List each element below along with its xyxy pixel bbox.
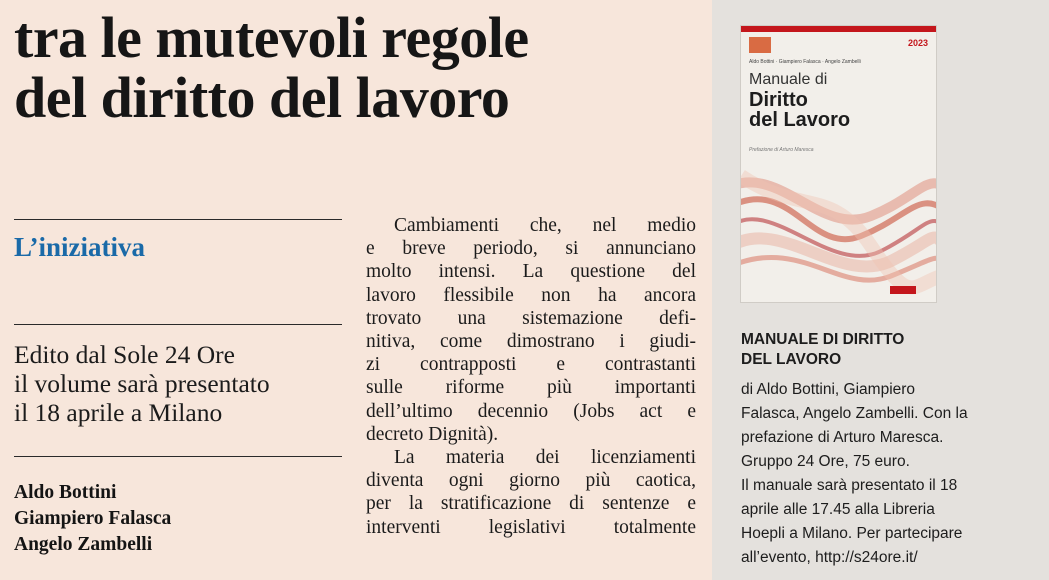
body-line: diventa ogni giorno più caotica, [366,470,696,492]
cover-title-line: del Lavoro [749,109,851,131]
headline-line: tra le mutevoli regole [14,5,529,70]
body-line: trovato una sistemazione defi- [366,307,696,329]
summary-line: Edito dal Sole 24 Ore [14,340,235,369]
caption-line: di Aldo Bottini, Giampiero [741,381,916,398]
caption-line: Hoepli a Milano. Per partecipare [741,525,963,542]
article-summary [14,340,344,427]
summary-line: il 18 aprile a Milano [14,398,223,427]
cover-preface: Prefazione di Arturo Maresca [749,147,814,153]
caption-line: Il manuale sarà presentato il 18 [741,477,958,494]
headline [14,0,704,128]
body-line: Cambiamenti che, nel medio [394,215,696,236]
body-line: per la stratificazione di sentenze e [366,493,696,515]
cover-top-bar [741,26,936,32]
caption-link-line[interactable]: all’evento, http://s24ore.it/ [741,549,918,566]
divider [14,219,342,220]
caption-title-line: MANUALE DI DIRITTO [741,331,905,348]
caption-line: aprile alle 17.45 alla Libreria [741,501,935,518]
author-name: Aldo Bottini [14,482,117,503]
body-line: zi contrapposti e contrastanti [366,354,696,376]
body-line: La materia dei licenziamenti [394,447,696,469]
divider [14,324,342,325]
body-line: decreto Dignità). [366,423,499,445]
headline-line: del diritto del lavoro [14,65,510,130]
publisher-logo [749,37,771,53]
cover-title-main [749,90,850,130]
divider [14,456,342,457]
cover-ribbon-art [741,156,936,302]
caption-line: Falasca, Angelo Zambelli. Con la [741,405,968,422]
author-name: Angelo Zambelli [14,534,153,555]
author-name: Giampiero Falasca [14,508,172,529]
book-cover-image [741,26,936,302]
book-caption-title [741,330,904,370]
section-kicker: L’iniziativa [14,232,146,262]
body-line: dell’ultimo decennio (Jobs act e [366,400,696,422]
cover-authors: Aldo Bottini · Giampiero Falasca · Angelo Zambelli [749,59,861,65]
byline [14,480,171,558]
body-line: nitiva, come dimostrano i giudi- [366,331,696,353]
caption-title-line: DEL LAVORO [741,351,842,368]
publisher-mark [890,286,916,294]
caption-line: prefazione di Arturo Maresca. [741,429,944,446]
cover-year: 2023 [907,38,928,48]
cover-title-line: Manuale di [749,71,828,88]
body-line: molto intensi. La questione del [366,261,696,283]
body-line: interventi legislativi totalmente [366,516,696,538]
book-caption-body [741,378,1041,570]
body-line: e breve periodo, si annunciano [366,238,696,260]
cover-title-line: Diritto [749,89,808,111]
body-line: lavoro flessibile non ha ancora [366,284,696,306]
caption-line: Gruppo 24 Ore, 75 euro. [741,453,910,470]
summary-line: il volume sarà presentato [14,369,270,398]
article-body [366,214,696,539]
body-line: sulle riforme più importanti [366,377,696,399]
